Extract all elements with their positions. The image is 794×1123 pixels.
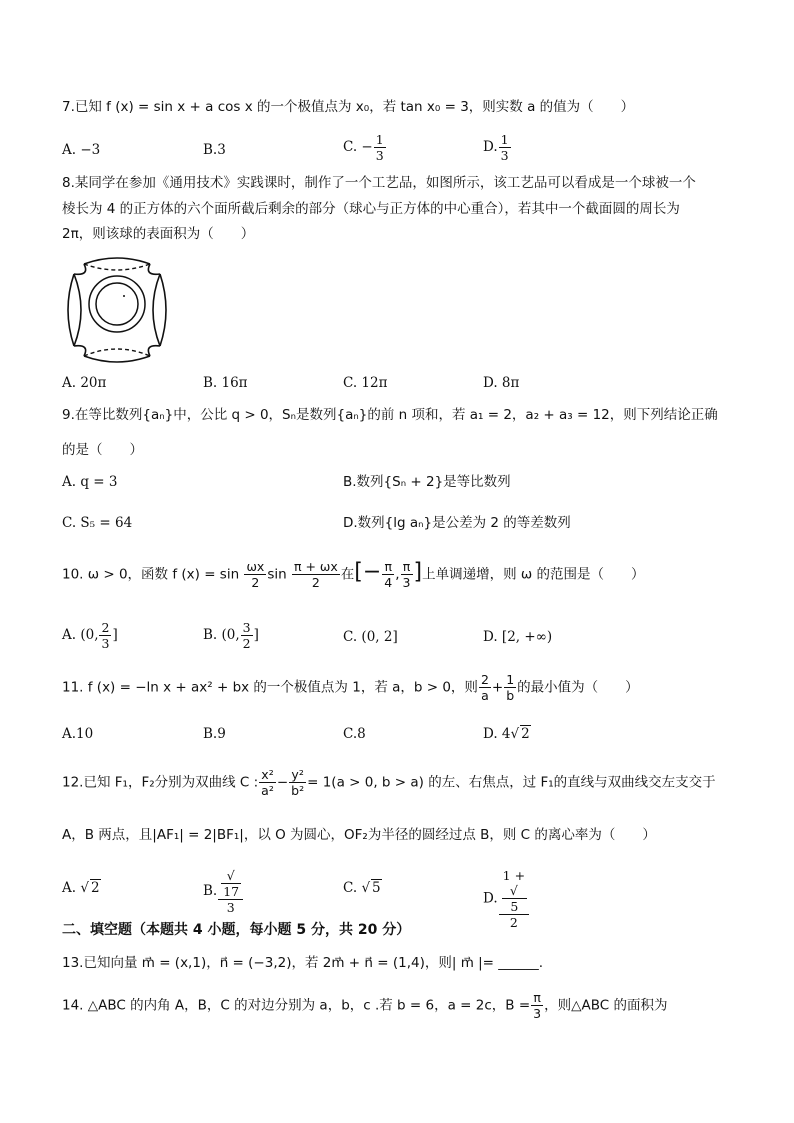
q10-option-b: B. (0, $\frac{3}{2}$ ] <box>203 620 259 651</box>
q9-option-c: C. S₅ = 64 <box>62 515 133 531</box>
q9-line-1: 9.在等比数列{aₙ}中，公比 q > 0，Sₙ是数列{aₙ}的前 n 项和，若 a₁ = 2，a₂ + a₃ = 12，则下列结论正确 <box>62 407 718 423</box>
q11-option-d: D. 4√ 2 <box>483 726 530 742</box>
q11-stem: 11. f (x) = −ln x + ax² + bx 的一个极值点为 1，若 a，b > 0，则 $\frac{2}{a}$ + $\frac{1}{b}$ 的最小值为（ ） <box>62 672 639 703</box>
q14-stem: 14. △ABC 的内角 A，B，C 的对边分别为 a，b，c .若 b = 6，a = 2c，B = $\frac{\pi}{3}$ ，则△ABC 的面积为 <box>62 990 668 1021</box>
q7-option-a: A. −3 <box>62 142 101 158</box>
section-title: 二、填空题（本题共 4 小题，每小题 5 分，共 20 分） <box>62 922 411 938</box>
q8-line-1: 8.某同学在参加《通用技术》实践课时，制作了一个工艺品，如图所示，该工艺品可以看成是一个球被一个 <box>62 175 696 191</box>
q11-option-a: A.10 <box>62 726 94 742</box>
q10-option-c: C. (0, 2] <box>343 629 398 645</box>
q12-stem-line-2: A，B 两点，且|AF₁| = 2|BF₁|，以 O 为圆心，OF₂为半径的圆经过点 B，则 C 的离心率为（ ） <box>62 827 656 843</box>
q12-option-a: A. √ 2 <box>62 880 100 896</box>
q10-option-a: A. (0, $\frac{2}{3}$ ] <box>62 620 118 651</box>
q10-stem: 10. ω > 0，函数 f (x) = sin $\frac{\omega x}{2}$ sin $\frac{\pi + \omega x}{2}$ 在[− $\frac{\pi}{4}$ , $\frac{\pi}{3}$ ]上单调递增，则 ω 的范围是（ ） <box>62 559 645 590</box>
q8-line-3: 2π，则该球的表面积为（ ） <box>62 226 255 242</box>
q9-option-d: D.数列{lg aₙ}是公差为 2 的等差数列 <box>343 515 571 531</box>
q8-option-b: B. 16π <box>203 375 248 391</box>
q8-line-2: 棱长为 4 的正方体的六个面所截后剩余的部分（球心与正方体的中心重合），若其中一个截面圆的周长为 <box>62 201 680 217</box>
q8-option-a: A. 20π <box>62 375 107 391</box>
q9-line-2: 的是（ ） <box>62 442 143 458</box>
q13-stem: 13.已知向量 m⃗ = (x,1)，n⃗ = (−3,2)，若 2m⃗ + n⃗ = (1,4)，则| m⃗ |= ______. <box>62 955 544 971</box>
q7-option-c: C. − $\frac{1}{3}$ <box>343 132 384 163</box>
q7-stem: 7.已知 f (x) = sin x + a cos x 的一个极值点为 x₀，若 tan x₀ = 3，则实数 a 的值为（ ） <box>62 99 635 115</box>
q11-option-b: B.9 <box>203 726 226 742</box>
q12-stem-line-1: 12.已知 F₁，F₂分别为双曲线 C : $\frac{\text{x²}}{\text{a²}}$ − $\frac{\text{y²}}{\text{b²}}$ = 1(a > 0, b > a) 的左、右焦点，过 F₁的直线与双曲线交左支交于 <box>62 767 716 798</box>
q7-option-d: D. $\frac{1}{3}$ <box>483 132 509 163</box>
q12-option-b: B. √ 17 3 <box>203 868 244 915</box>
q12-option-c: C. √ 5 <box>343 880 381 896</box>
q9-option-a: A. q = 3 <box>62 474 118 490</box>
q10-option-d: D. [2, +∞) <box>483 629 553 645</box>
q9-option-b: B.数列{Sₙ + 2}是等比数列 <box>343 474 511 490</box>
sphere-cube-figure <box>62 254 172 366</box>
q8-option-d: D. 8π <box>483 375 520 391</box>
q7-option-b: B.3 <box>203 142 226 158</box>
q11-option-c: C.8 <box>343 726 366 742</box>
q8-option-c: C. 12π <box>343 375 388 391</box>
q12-option-d: D. 1 + √ 5 2 <box>483 868 530 930</box>
